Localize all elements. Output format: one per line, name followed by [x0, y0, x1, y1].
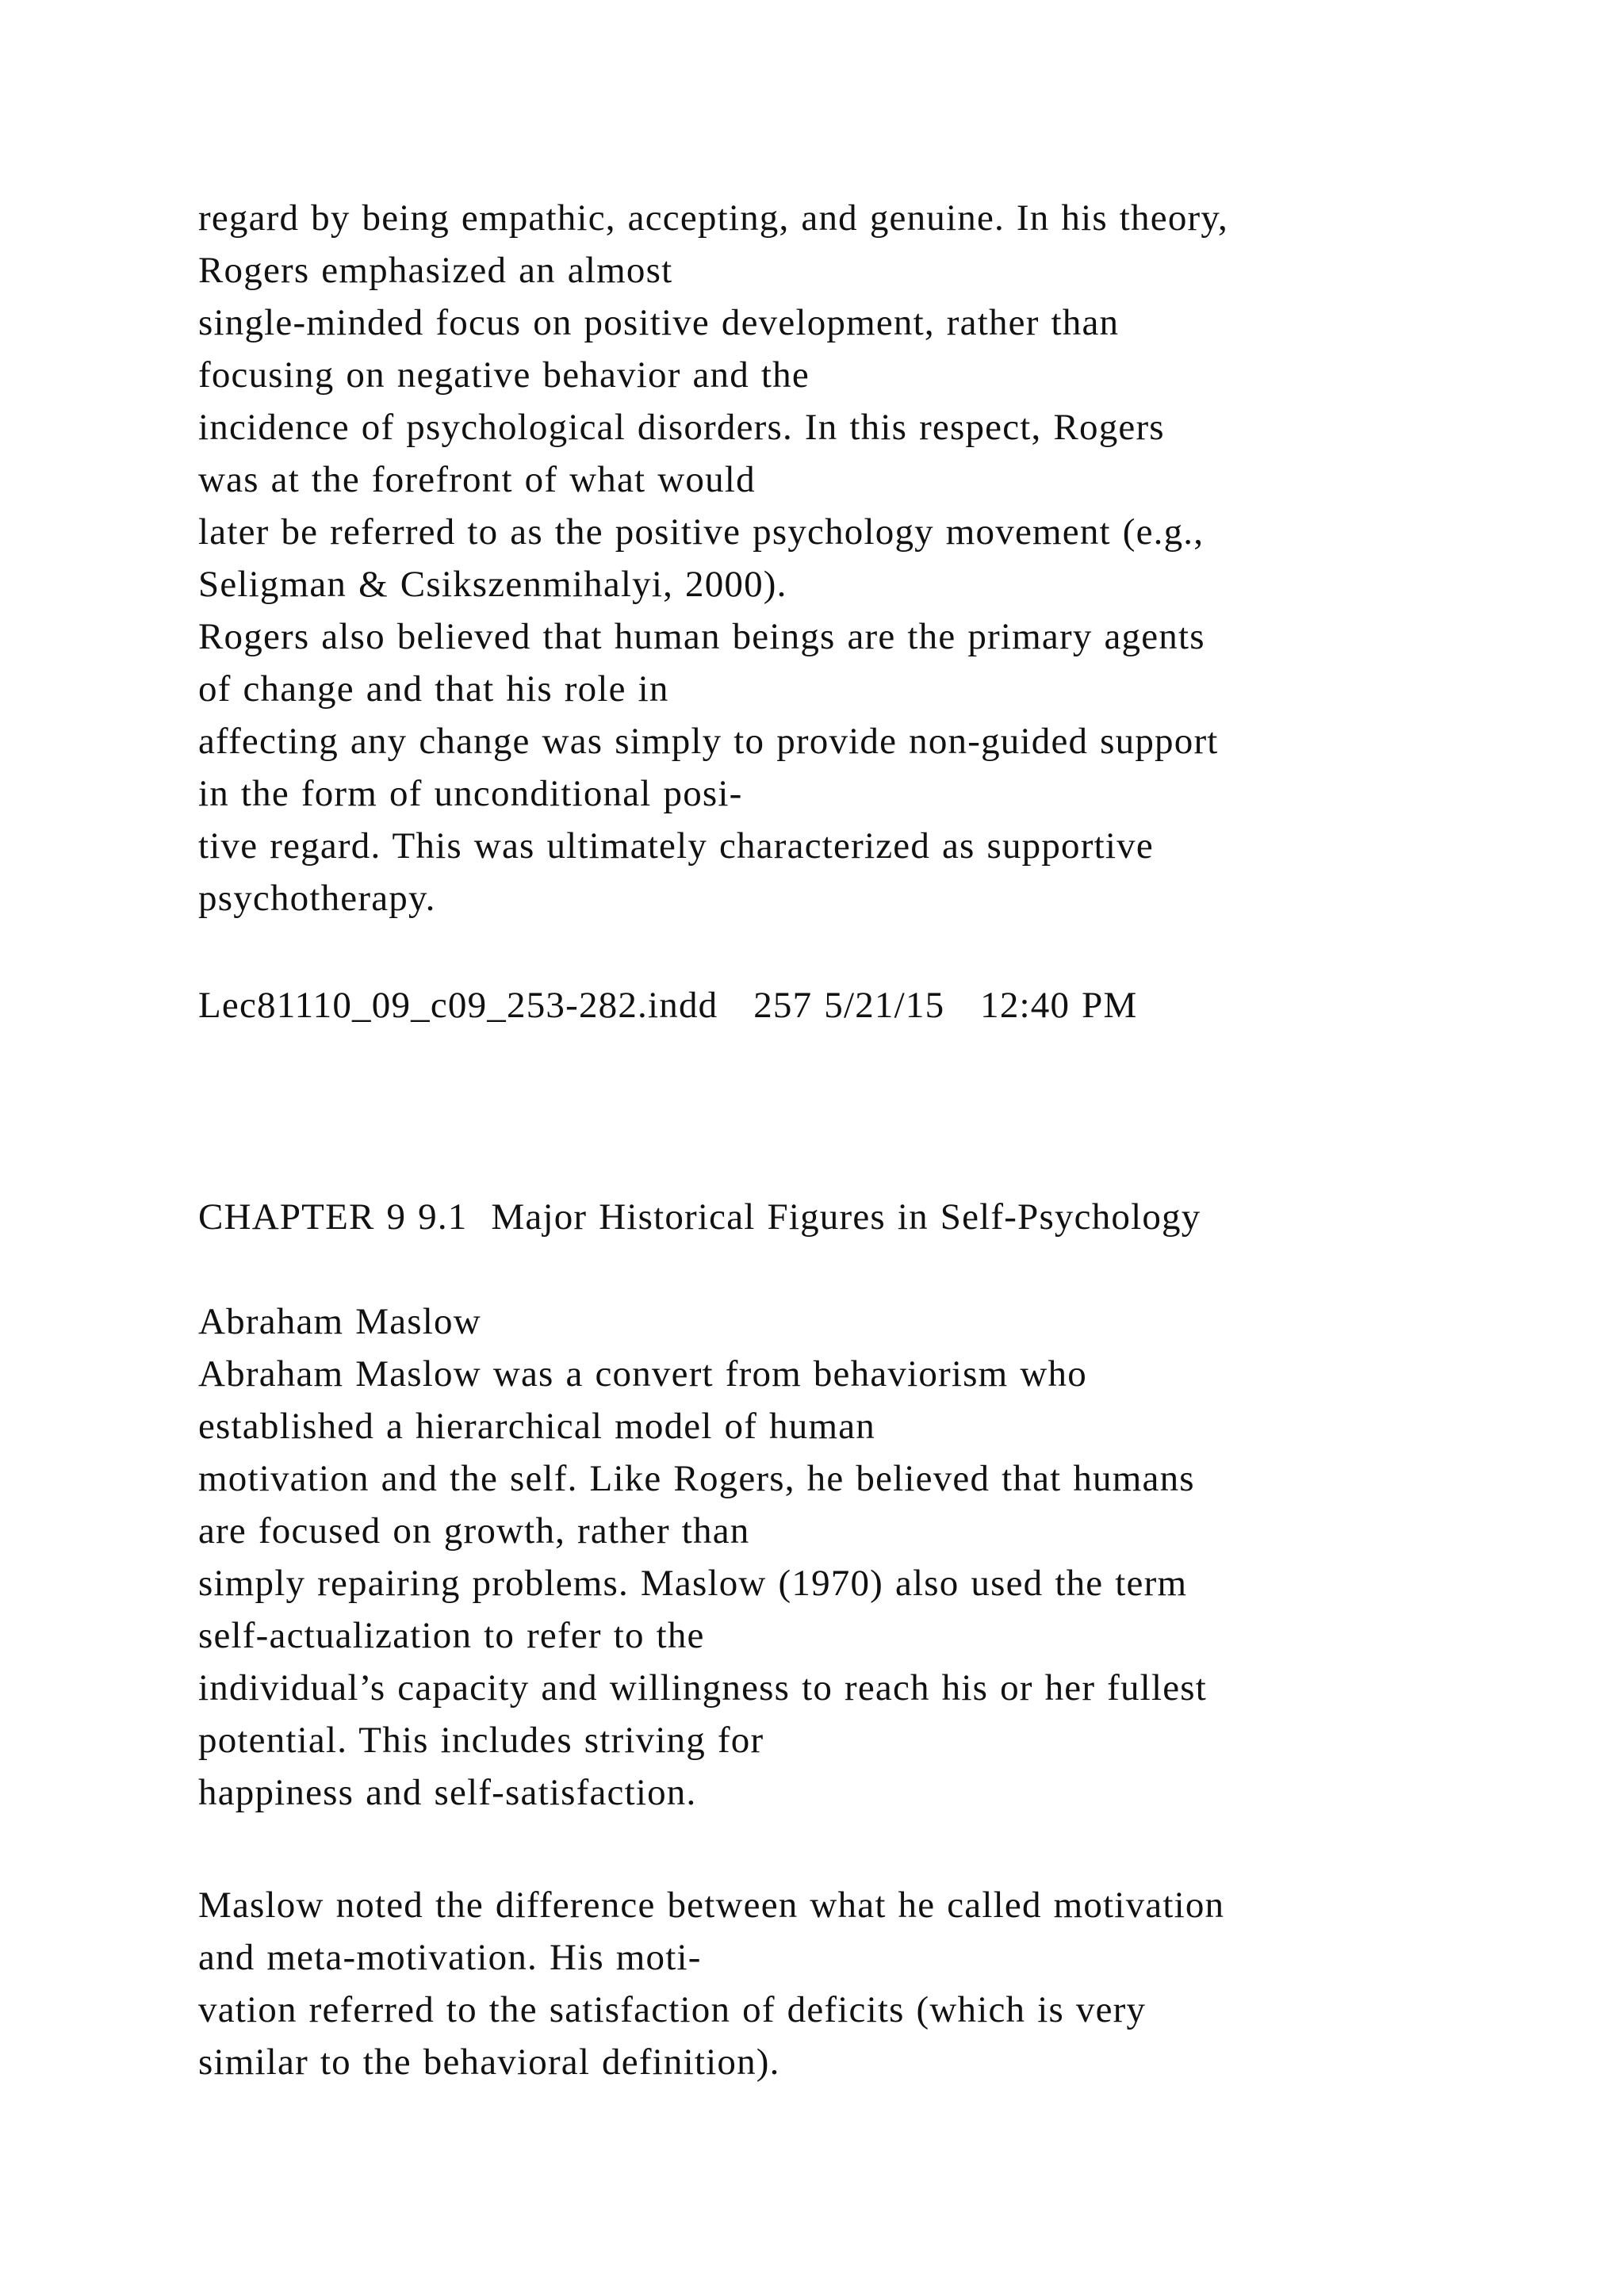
- text-line: of change and that his role in: [198, 668, 669, 710]
- text-line: happiness and self-satisfaction.: [198, 1772, 697, 1813]
- text-line: was at the forefront of what would: [198, 459, 756, 500]
- text-line: regard by being empathic, accepting, and genuine. In his theory,: [198, 197, 1228, 239]
- page-footer: [198, 979, 1546, 1031]
- chapter-heading: [198, 1191, 1546, 1243]
- text-line: single-minded focus on positive development, rather than: [198, 302, 1120, 343]
- text-line: Rogers emphasized an almost: [198, 250, 673, 291]
- text-line: simply repairing problems. Maslow (1970) also used the term: [198, 1563, 1188, 1604]
- text-line: Rogers also believed that human beings are the primary agents: [198, 616, 1205, 657]
- text-line: affecting any change was simply to provide non-guided support: [198, 721, 1219, 762]
- text-line: incidence of psychological disorders. In this respect, Rogers: [198, 407, 1165, 448]
- text-line: established a hierarchical model of human: [198, 1406, 875, 1447]
- text-line: Seligman & Csikszenmihalyi, 2000).: [198, 564, 787, 605]
- footer-text: Lec81110_09_c09_253-282.indd 257 5/21/15 12:40 PM: [198, 985, 1138, 1026]
- text-line: and meta-motivation. His moti-: [198, 1937, 702, 1978]
- text-line: are focused on growth, rather than: [198, 1510, 750, 1552]
- paragraph-maslow: [198, 1295, 1546, 1819]
- text-line: self-actualization to refer to the: [198, 1615, 705, 1656]
- text-line: Maslow noted the difference between what he called motivation: [198, 1885, 1225, 1926]
- paragraph-meta-motivation: [198, 1879, 1546, 2088]
- text-line: later be referred to as the positive psychology movement (e.g.,: [198, 511, 1205, 553]
- text-line: motivation and the self. Like Rogers, he believed that humans: [198, 1458, 1195, 1499]
- text-line: similar to the behavioral definition).: [198, 2042, 780, 2083]
- paragraph-rogers: [198, 192, 1546, 924]
- text-line: focusing on negative behavior and the: [198, 354, 810, 396]
- text-line: tive regard. This was ultimately characterized as supportive: [198, 825, 1154, 867]
- text-line: psychotherapy.: [198, 878, 436, 919]
- text-line: potential. This includes striving for: [198, 1720, 764, 1761]
- text-line: Abraham Maslow was a convert from behaviorism who: [198, 1353, 1087, 1395]
- section-title: Abraham Maslow: [198, 1301, 481, 1342]
- text-line: vation referred to the satisfaction of deficits (which is very: [198, 1989, 1147, 2030]
- heading-text: CHAPTER 9 9.1 Major Historical Figures in Self-Psychology: [198, 1196, 1201, 1238]
- text-line: in the form of unconditional posi-: [198, 773, 743, 814]
- text-line: individual’s capacity and willingness to reach his or her fullest: [198, 1667, 1208, 1709]
